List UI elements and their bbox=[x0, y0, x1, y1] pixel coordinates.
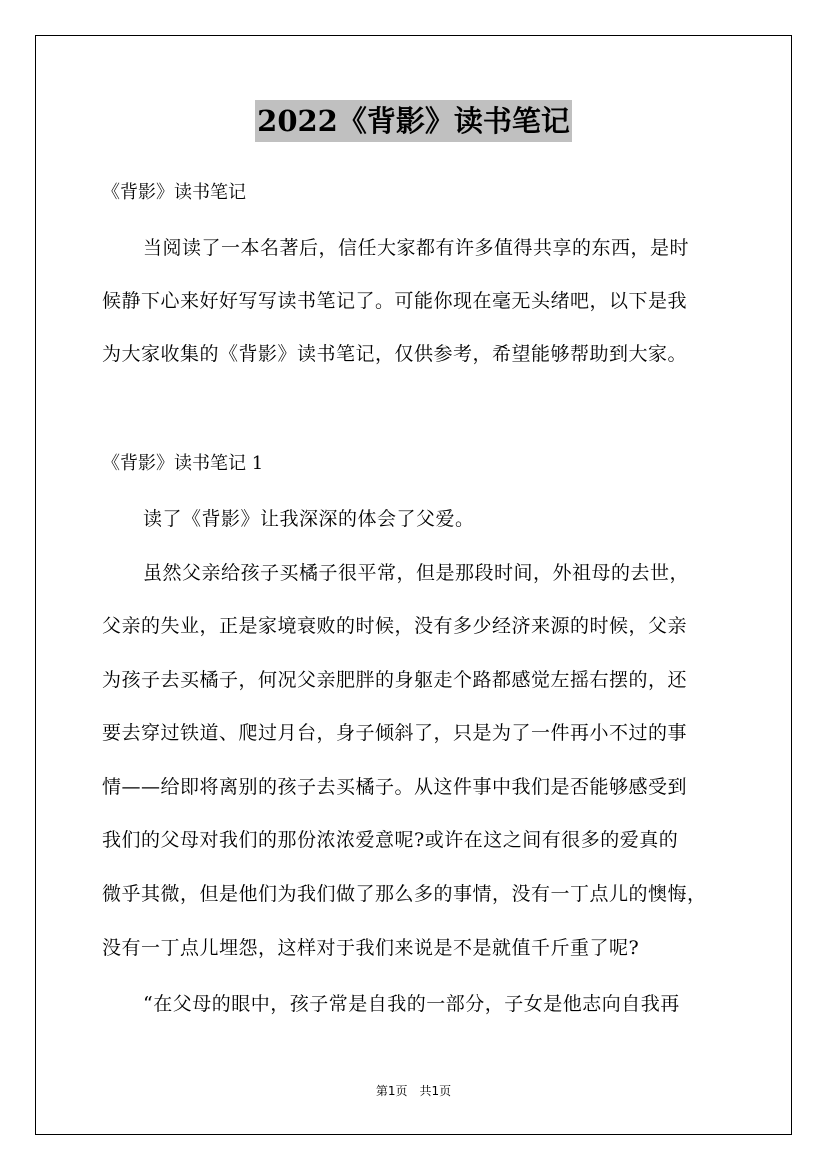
paragraph-line: 要去穿过铁道、爬过月台，身子倾斜了，只是为了一件再小不过的事 bbox=[102, 722, 688, 744]
document-subtitle: 《背影》读书笔记 bbox=[102, 182, 246, 203]
paragraph-line: 为孩子去买橘子，何况父亲肥胖的身躯走个路都感觉左摇右摆的，还 bbox=[102, 669, 688, 691]
paragraph-line: 微乎其微，但是他们为我们做了那么多的事情，没有一丁点儿的懊悔， bbox=[102, 883, 707, 905]
intro-line: 候静下心来好好写写读书笔记了。可能你现在毫无头绪吧，以下是我 bbox=[102, 290, 688, 312]
paragraph-line: 虽然父亲给孩子买橘子很平常，但是那段时间，外祖母的去世， bbox=[143, 562, 690, 584]
section-heading: 《背影》读书笔记 1 bbox=[102, 453, 264, 474]
paragraph-line: 情——给即将离别的孩子去买橘子。从这件事中我们是否能够感受到 bbox=[102, 776, 688, 798]
title-container bbox=[0, 100, 827, 142]
paragraph-line: 我们的父母对我们的那份浓浓爱意呢?或许在这之间有很多的爱真的 bbox=[102, 829, 679, 851]
paragraph-line: 读了《背影》让我深深的体会了父爱。 bbox=[143, 508, 475, 530]
document-title: 2022《背影》读书笔记 bbox=[255, 100, 572, 142]
intro-line: 为大家收集的《背影》读书笔记，仅供参考，希望能够帮助到大家。 bbox=[102, 343, 688, 365]
page-number: 第1页 共1页 bbox=[375, 1084, 452, 1098]
paragraph-line: “在父母的眼中，孩子常是自我的一部分，子女是他志向自我再 bbox=[143, 993, 680, 1015]
intro-line: 当阅读了一本名著后，信任大家都有许多值得共享的东西，是时 bbox=[143, 237, 690, 259]
paragraph-line: 父亲的失业，正是家境衰败的时候，没有多少经济来源的时候，父亲 bbox=[102, 615, 688, 637]
paragraph-line: 没有一丁点儿埋怨，这样对于我们来说是不是就值千斤重了呢? bbox=[102, 937, 640, 959]
